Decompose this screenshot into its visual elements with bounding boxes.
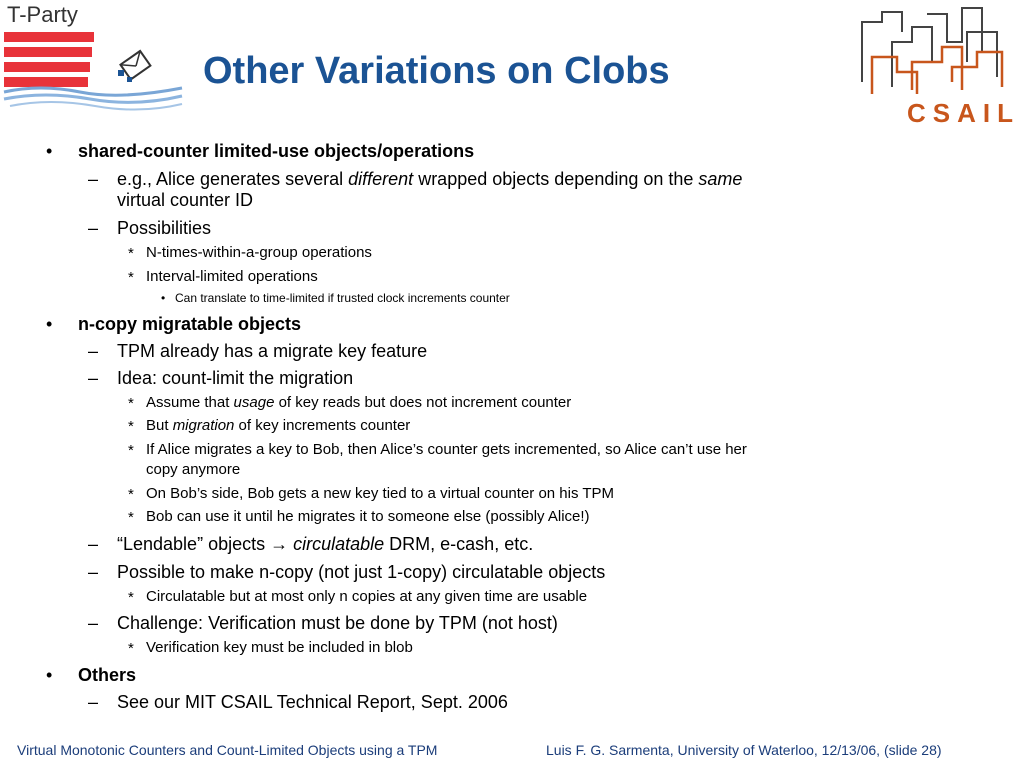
item-bob-can-use: Bob can use it until he migrates it to someone else (possibly Alice!) <box>146 508 590 525</box>
item-interval-limited: Interval-limited operations <box>146 268 318 285</box>
bullet-marker: • <box>46 314 53 334</box>
dash-marker: – <box>88 341 99 361</box>
item-bobs-side: On Bob’s side, Bob gets a new key tied to a virtual counter on his TPM <box>146 485 615 502</box>
slide-title: Other Variations on Clobs <box>203 50 670 92</box>
item-n-times: N-times-within-a-group operations <box>146 244 372 261</box>
star-marker: * <box>128 395 134 412</box>
dash-marker: – <box>88 613 99 633</box>
star-marker: * <box>128 418 134 435</box>
footer-author: Luis F. G. Sarmenta, University of Waterloo, 12/13/06, (slide 28) <box>546 742 942 758</box>
item-time-limited: Can translate to time-limited if trusted clock increments counter <box>175 291 510 305</box>
item-circulatable-n-copies: Circulatable but at most only n copies at any given time are usable <box>146 588 588 605</box>
star-marker: * <box>128 640 134 657</box>
star-marker: * <box>128 442 134 459</box>
item-but-migration: But migration of key increments counter <box>146 417 411 434</box>
dash-marker: – <box>88 368 99 388</box>
star-marker: * <box>128 589 134 606</box>
star-marker: * <box>128 509 134 526</box>
dash-marker: – <box>88 562 99 582</box>
dash-marker: – <box>88 169 99 189</box>
tparty-logo-text: T-Party <box>7 2 78 27</box>
subbullet-count-limit: Idea: count-limit the migration <box>117 368 354 388</box>
subbullet-eg-alice-cont: virtual counter ID <box>117 190 254 210</box>
bullet-others: Others <box>78 665 137 685</box>
bullet-shared-counter: shared-counter limited-use objects/operations <box>78 141 475 161</box>
dash-marker: – <box>88 534 99 554</box>
item-alice-migrates-cont: copy anymore <box>146 461 241 478</box>
subbullet-possibilities: Possibilities <box>117 218 212 238</box>
subbullet-tech-report: See our MIT CSAIL Technical Report, Sept. 2006 <box>117 692 508 712</box>
bullet-marker-small: • <box>161 291 166 305</box>
bullet-marker: • <box>46 141 53 161</box>
subbullet-lendable: “Lendable” objects → circulatable DRM, e-cash, etc. <box>117 534 534 554</box>
subbullet-challenge-verification: Challenge: Verification must be done by TPM (not host) <box>117 613 558 633</box>
csail-logo-text: CSAIL <box>907 98 1020 128</box>
item-verification-key: Verification key must be included in blob <box>146 639 413 656</box>
star-marker: * <box>128 269 134 286</box>
dash-marker: – <box>88 218 99 238</box>
subbullet-eg-alice: e.g., Alice generates several different wrapped objects depending on the same <box>117 169 743 189</box>
footer-title: Virtual Monotonic Counters and Count-Limited Objects using a TPM <box>17 742 438 758</box>
item-assume-usage: Assume that usage of key reads but does not increment counter <box>146 394 572 411</box>
bullet-n-copy: n-copy migratable objects <box>78 314 302 334</box>
subbullet-tpm-migrate: TPM already has a migrate key feature <box>117 341 428 361</box>
dash-marker: – <box>88 692 99 712</box>
bullet-marker: • <box>46 665 53 685</box>
star-marker: * <box>128 486 134 503</box>
item-alice-migrates: If Alice migrates a key to Bob, then Alice’s counter gets incremented, so Alice can’t use her <box>146 441 747 458</box>
arrow-right-icon: → <box>270 534 289 554</box>
star-marker: * <box>128 245 134 262</box>
subbullet-n-copy-circulatable: Possible to make n-copy (not just 1-copy) circulatable objects <box>117 562 606 582</box>
